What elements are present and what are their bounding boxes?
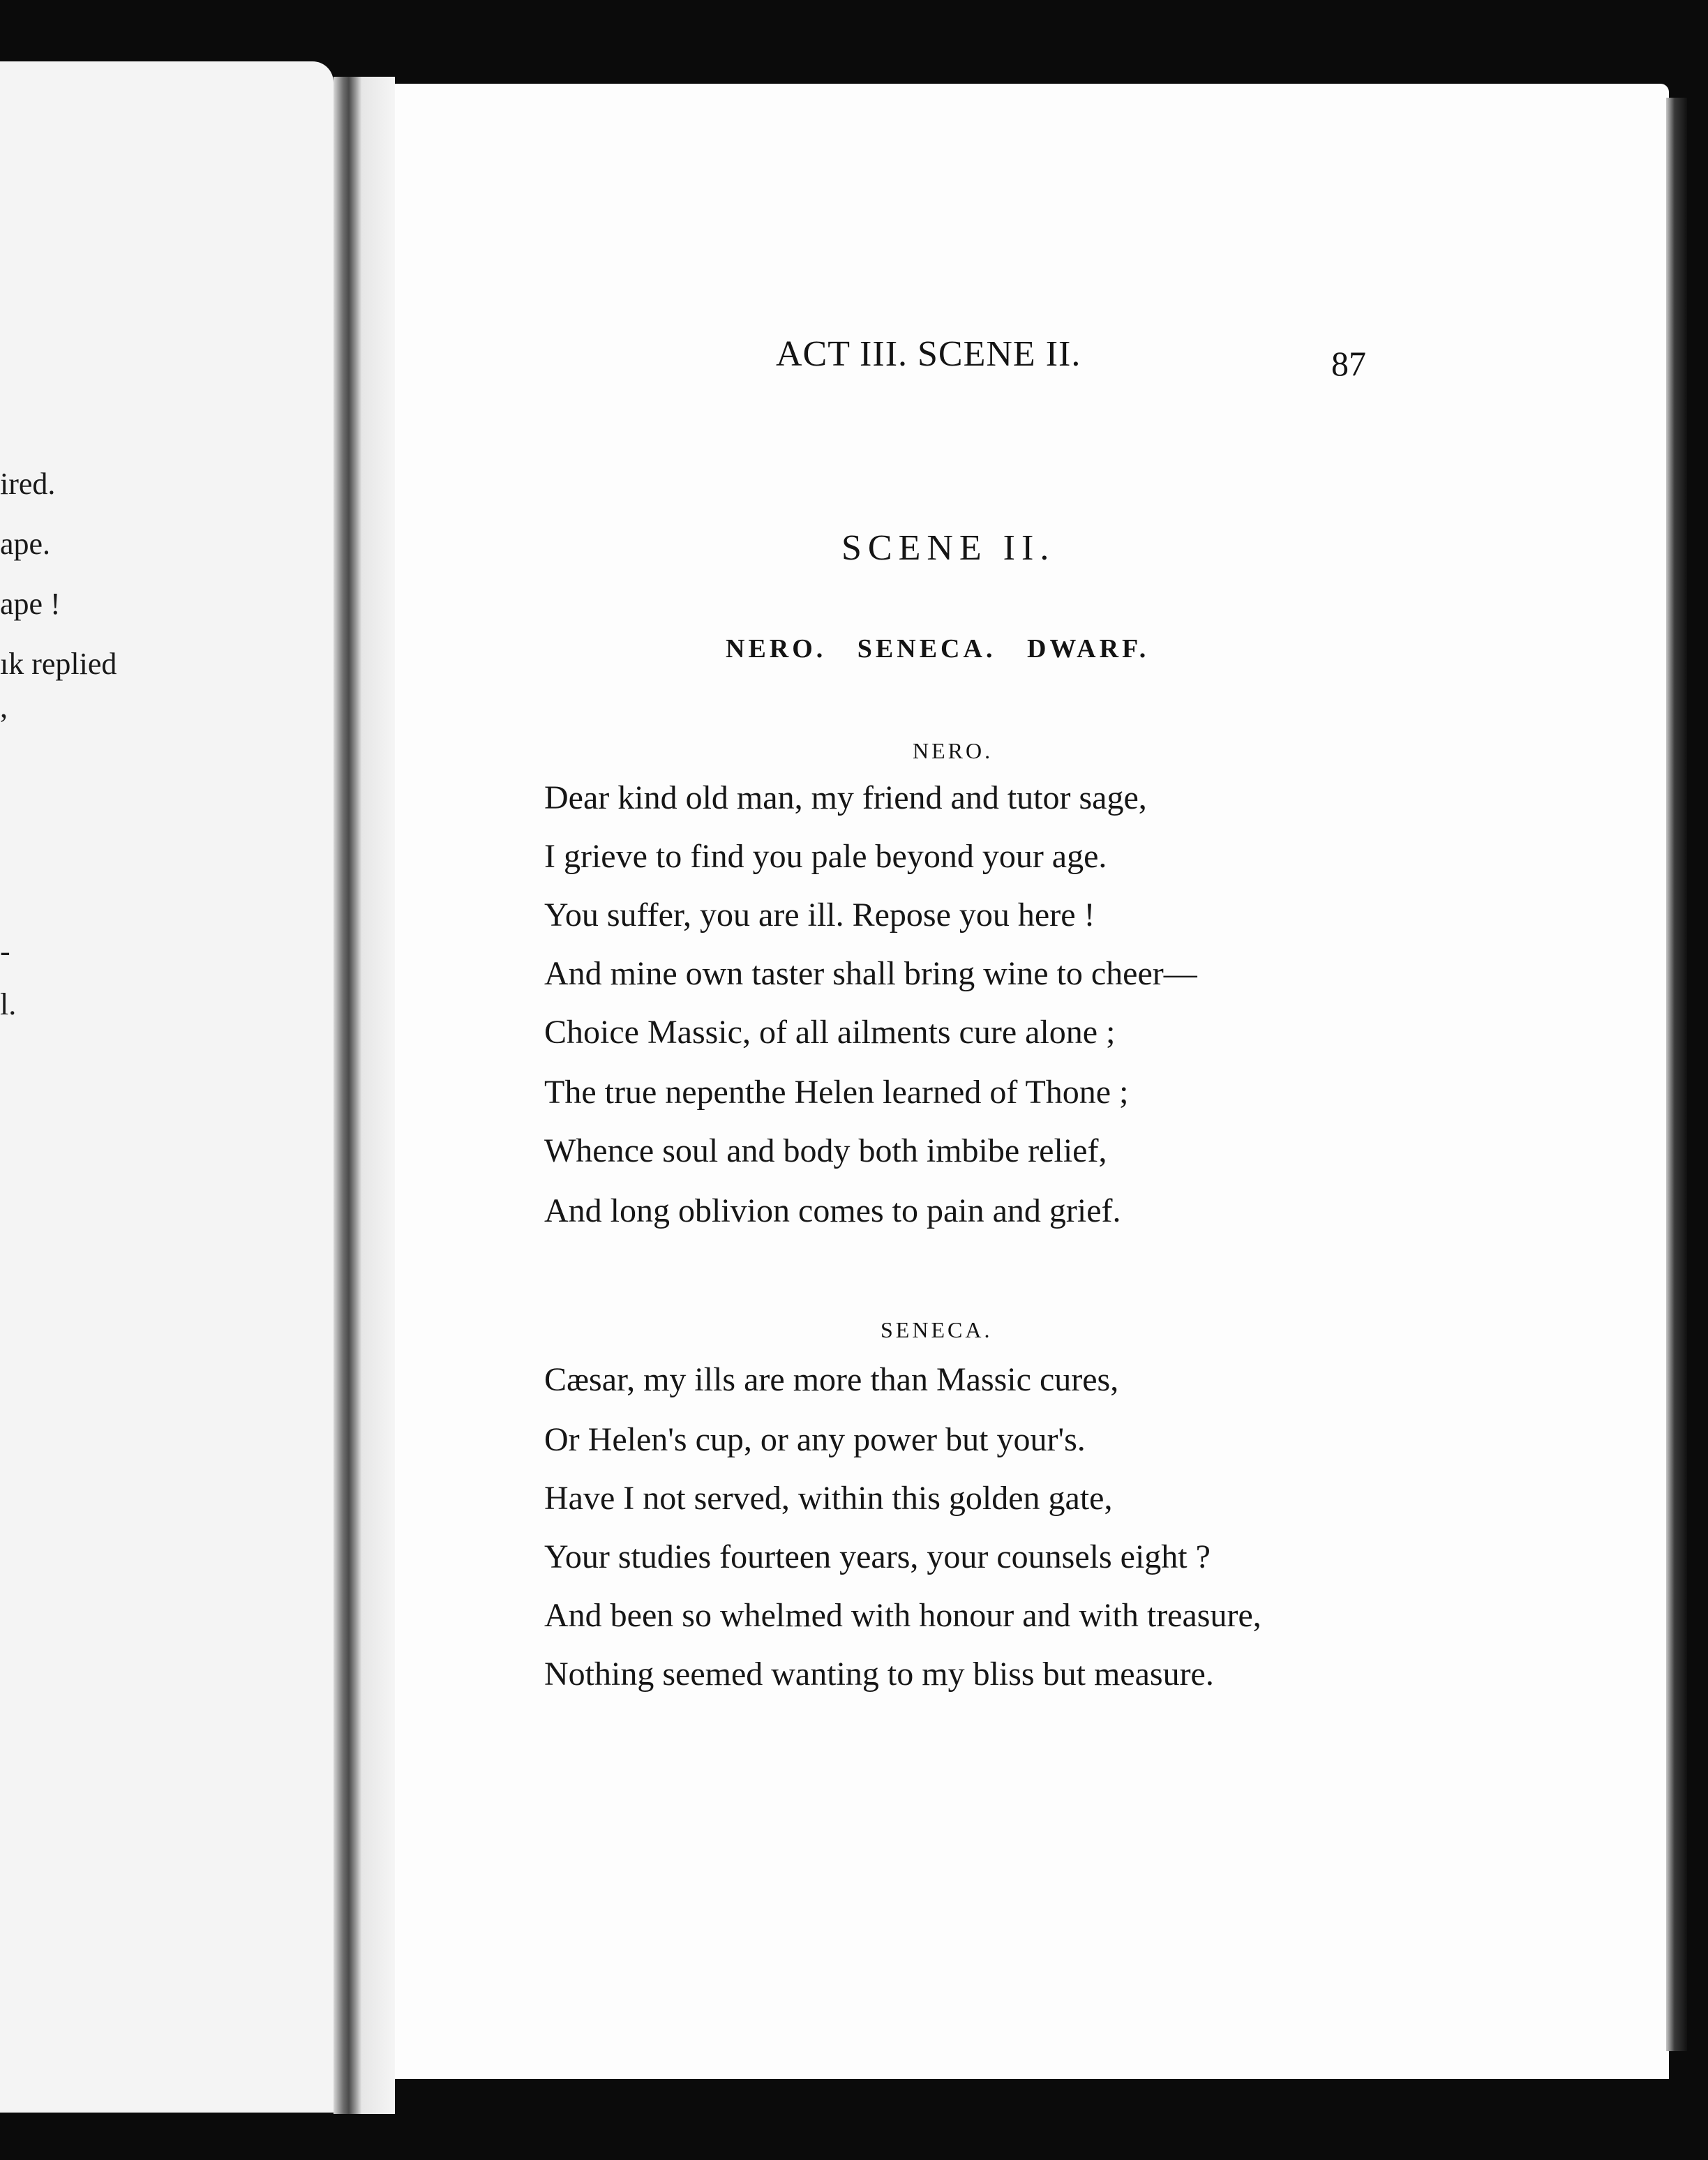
verse-line: The true nepenthe Helen learned of Thone ; [544, 1074, 1129, 1111]
scene-title: SCENE II. [841, 528, 1056, 568]
verse-line: You suffer, you are ill. Repose you here ! [544, 897, 1095, 933]
book-gutter [334, 77, 361, 2114]
left-page-line: - [0, 934, 10, 968]
speaker-name: SENECA. [881, 1317, 993, 1342]
running-head: ACT III. SCENE II. [776, 334, 1081, 374]
verse-line: And been so whelmed with honour and with treasure, [544, 1597, 1261, 1634]
cast-list: NERO. SENECA. DWARF. [726, 634, 1150, 663]
verse-line: Have I not served, within this golden gate, [544, 1480, 1113, 1517]
verse-line: And long oblivion comes to pain and grief. [544, 1192, 1121, 1229]
left-page-line: l. [0, 987, 17, 1021]
left-page-line: ape. [0, 527, 51, 561]
left-page-line: , [0, 690, 8, 724]
verse-line: Dear kind old man, my friend and tutor sage, [544, 779, 1147, 816]
verse-line: Nothing seemed wanting to my bliss but measure. [544, 1656, 1214, 1693]
left-page-line: ık replied [0, 647, 117, 681]
verse-line: I grieve to find you pale beyond your age. [544, 838, 1107, 875]
verse-line: Cæsar, my ills are more than Massic cures, [544, 1361, 1119, 1398]
left-page-line: ape ! [0, 587, 61, 621]
left-page [0, 61, 334, 2113]
speaker-name: NERO. [913, 738, 994, 763]
verse-line: And mine own taster shall bring wine to cheer— [544, 955, 1197, 992]
page-number: 87 [1331, 344, 1366, 383]
left-page-line: ired. [0, 467, 56, 501]
page-edge [1666, 98, 1687, 2051]
verse-line: Whence soul and body both imbibe relief, [544, 1132, 1107, 1169]
gutter-shadow [361, 77, 395, 2114]
verse-line: Or Helen's cup, or any power but your's. [544, 1421, 1086, 1458]
verse-line: Choice Massic, of all ailments cure alone ; [544, 1014, 1116, 1051]
verse-line: Your studies fourteen years, your counsels eight ? [544, 1538, 1211, 1575]
